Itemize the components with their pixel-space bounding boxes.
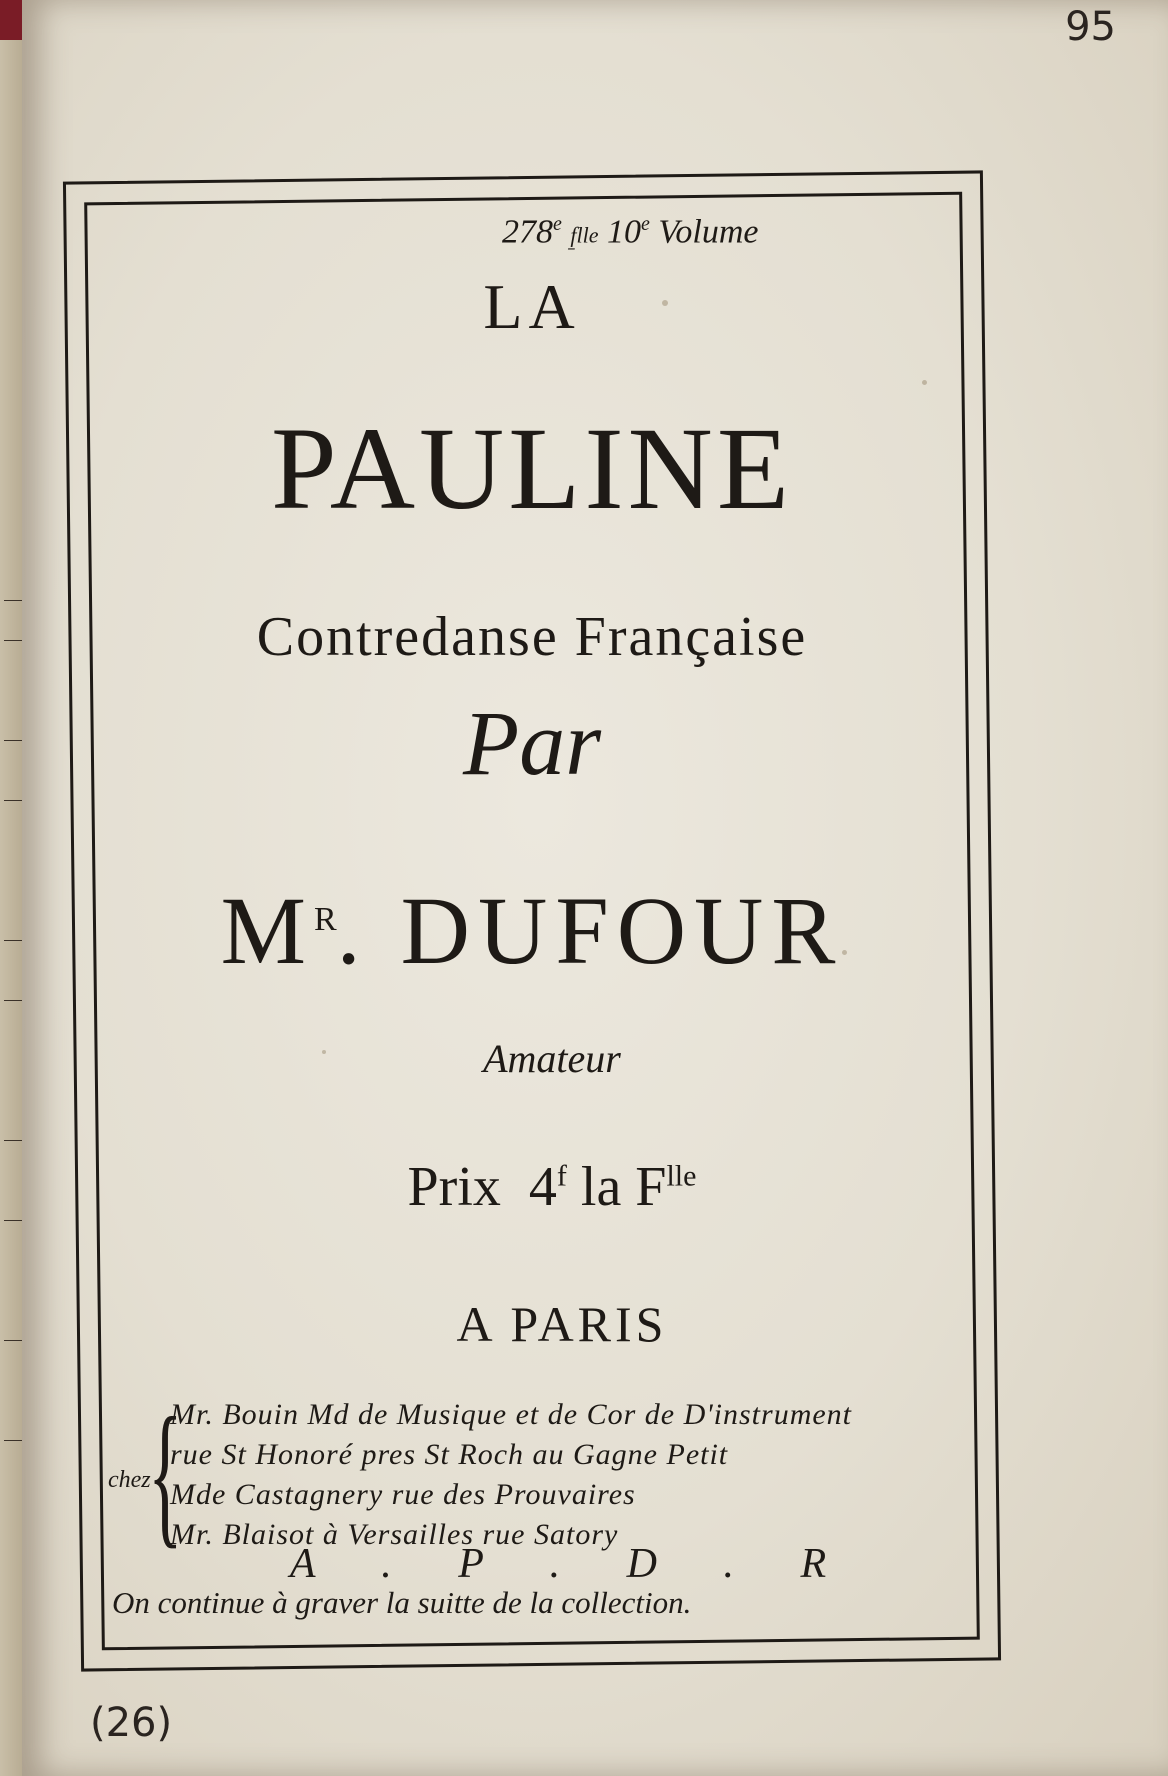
price: Prix 4$^f$ la $F^{lle}$ xyxy=(407,1156,697,1218)
author-name: $M^R$. DUFOUR xyxy=(220,877,844,984)
shelfmark: (26) xyxy=(90,1700,173,1746)
address-line: rue St Honoré pres St Roch au Gagne Petit xyxy=(170,1438,729,1471)
address-line: Mde Castagnery rue des Prouvaires xyxy=(170,1478,636,1511)
folio-number: 95 xyxy=(1065,4,1116,50)
by-line: Par xyxy=(463,692,601,794)
subtitle: Contredanse Française xyxy=(256,606,808,668)
closing-note: On continue à graver la suitte de la collection. xyxy=(112,1585,692,1620)
title-page-content xyxy=(92,195,972,1645)
privilege-mark: A . P . D . R xyxy=(289,1541,855,1587)
volume-note: 278e f̱lle 10e Volume xyxy=(502,213,759,251)
title-article: LA xyxy=(483,271,581,342)
page-title: PAULINE xyxy=(271,403,793,534)
brace-icon: { xyxy=(148,1384,183,1562)
address-line: Mr. Blaisot à Versailles rue Satory xyxy=(170,1518,619,1551)
address-line: Mr. Bouin Md de Musique et de Cor de D'instrument xyxy=(170,1398,853,1431)
city: A PARIS xyxy=(456,1296,668,1352)
author-role: Amateur xyxy=(483,1036,621,1081)
title-page xyxy=(22,0,1168,1776)
chez-label: chez xyxy=(108,1467,151,1493)
seller-addresses xyxy=(170,1395,852,1555)
